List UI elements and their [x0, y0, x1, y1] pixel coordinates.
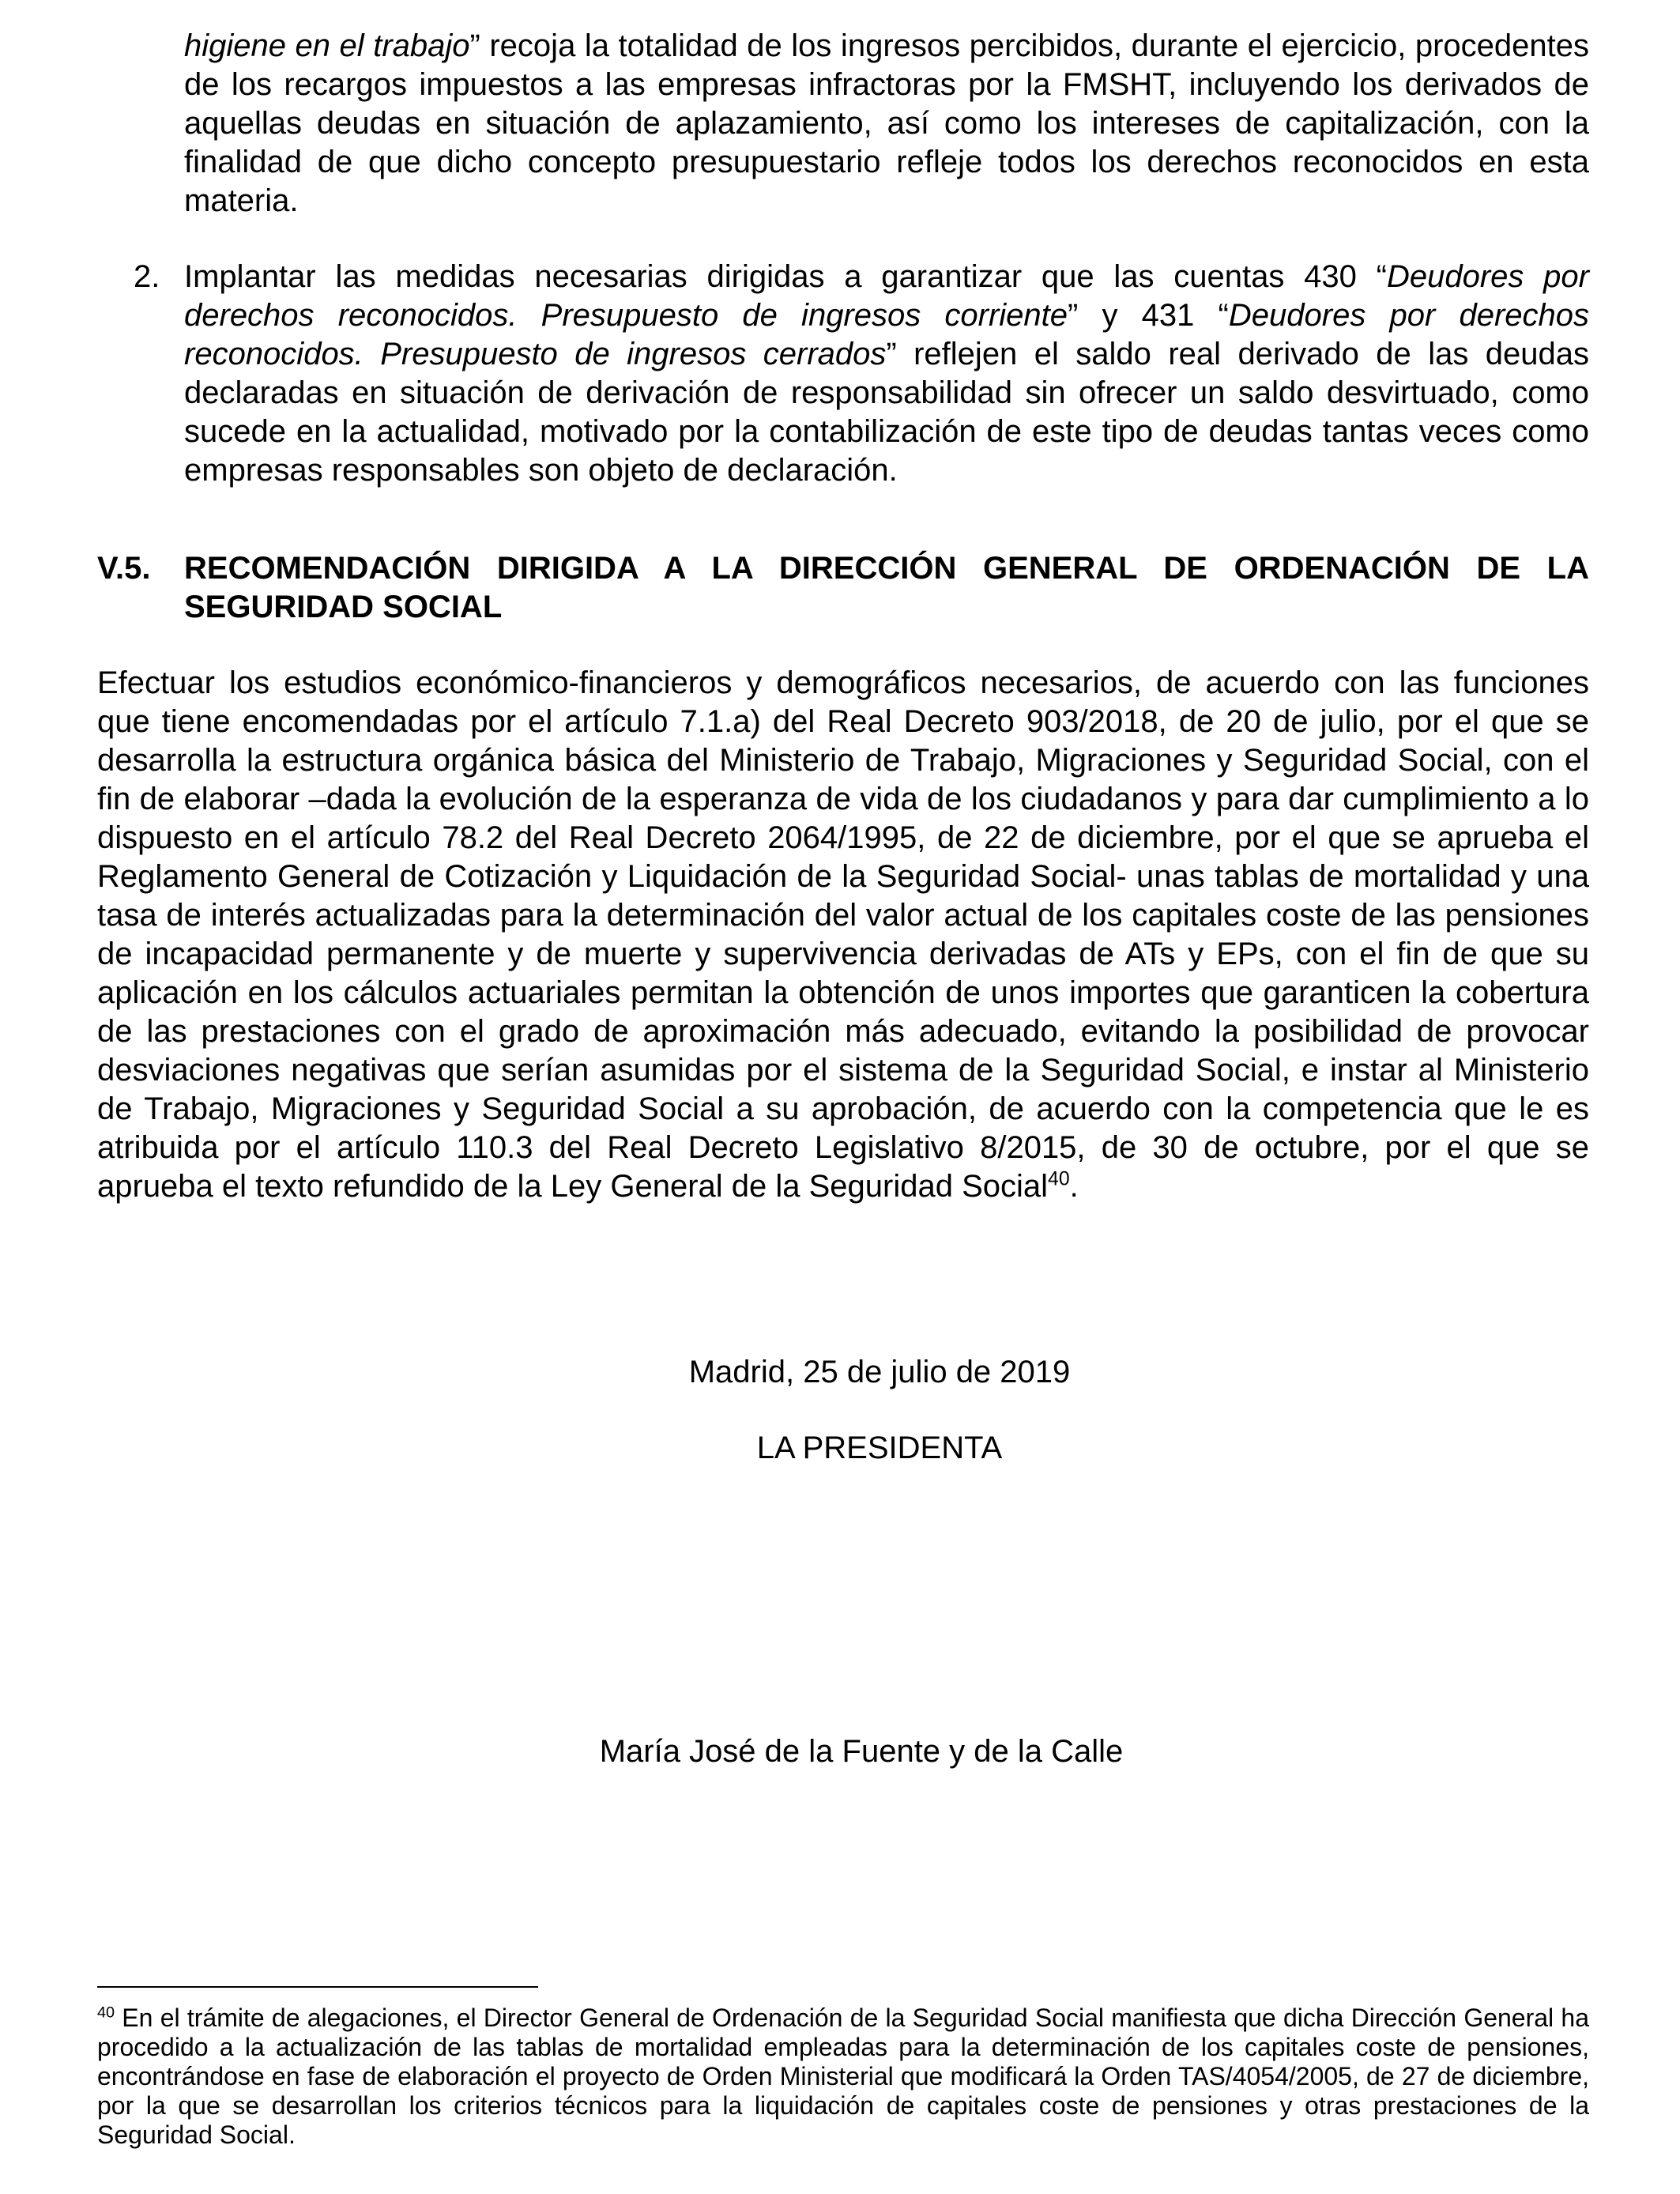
footnote-ref: 40: [1048, 1168, 1070, 1190]
section-heading: [97, 549, 1589, 627]
place-date: Madrid, 25 de julio de 2019: [688, 1355, 1071, 1389]
footnote: [97, 2004, 1589, 2150]
list-item-text: Implantar las medidas necesarias dirigidas a garantizar que las cuentas 430 “Deudores por derechos reconocidos. Presupuesto de ingresos corriente” y 431 “Deudores por derechos reconocidos. Presupuesto de ingresos cerrados” reflejen el saldo real derivado de las deudas declaradas en situación de derivación de responsabilidad sin ofrecer un saldo desvirtuado, como sucede en la actualidad, motivado por la contabilización de este tipo de deudas tantas veces como empresas responsables son objeto de declaración.: [184, 259, 1590, 488]
footnote-divider: [97, 1986, 538, 1988]
list-item-2: [97, 258, 1589, 490]
section-title: RECOMENDACIÓN DIRIGIDA A LA DIRECCIÓN GENERAL DE ORDENACIÓN DE LA SEGURIDAD SOCIAL: [184, 551, 1589, 624]
footnote-text: En el trámite de alegaciones, el Director General de Ordenación de la Seguridad Social manifiesta que dicha Dirección General ha procedido a la actualización de las tablas de mortalidad empleadas para la determinación de los capitales coste de pensiones, encontrándose en fase de elaboración el proyecto de Orden Ministerial que modificará la Orden TAS/4054/2005, de 27 de diciembre, por la que se desarrollan los criterios técnicos para la liquidación de capitales coste de pensiones y otras prestaciones de la Seguridad Social.: [97, 2004, 1589, 2149]
recommendation-paragraph: Efectuar los estudios económico-financieros y demográficos necesarios, de acuerdo con las funciones que tiene encomendadas por el artículo 7.1.a) del Real Decreto 903/2018, de 20 de julio, por el que se desarrolla la estructura orgánica básica del Ministerio de Trabajo, Migraciones y Seguridad Social, con el fin de elaborar –dada la evolución de la esperanza de vida de los ciudadanos y para dar cumplimiento a lo dispuesto en el artículo 78.2 del Real Decreto 2064/1995, de 22 de diciembre, por el que se aprueba el Reglamento General de Cotización y Liquidación de la Seguridad Social- unas tablas de mortalidad y una tasa de interés actualizadas para la determinación del valor actual de los capitales coste de las pensiones de incapacidad permanente y de muerte y supervivencia derivadas de ATs y EPs, con el fin de que su aplicación en los cálculos actuariales permitan la obtención de unos importes que garanticen la cobertura de las prestaciones con el grado de aproximación más adecuado, evitando la posibilidad de provocar desviaciones negativas que serían asumidas por el sistema de la Seguridad Social, e instar al Ministerio de Trabajo, Migraciones y Seguridad Social a su aprobación, de acuerdo con la competencia que le es atribuida por el artículo 110.3 del Real Decreto Legislativo 8/2015, de 30 de octubre, por el que se aprueba el texto refundido de la Ley General de la Seguridad Social$^{40}$.: [97, 665, 1589, 1204]
italic-term: higiene en el trabajo: [184, 28, 470, 63]
list-item-number: 2.: [134, 259, 160, 294]
signatory-name: María José de la Fuente y de la Calle: [599, 1734, 1124, 1769]
continued-paragraph: [184, 27, 1589, 221]
section-number: V.5.: [97, 551, 151, 586]
paragraph-text: ” recoja la totalidad de los ingresos percibidos, durante el ejercicio, procedentes de los recargos impuestos a las empresas infractoras por la FMSHT, incluyendo los derivados de aquellas deudas en situación de aplazamiento, así como los intereses de capitalización, con la finalidad de que dicho concepto presupuestario refleje todos los derechos reconocidos en esta materia.: [184, 28, 1589, 218]
signatory-title: LA PRESIDENTA: [756, 1431, 1003, 1465]
footnote-number: 40: [97, 2004, 115, 2022]
